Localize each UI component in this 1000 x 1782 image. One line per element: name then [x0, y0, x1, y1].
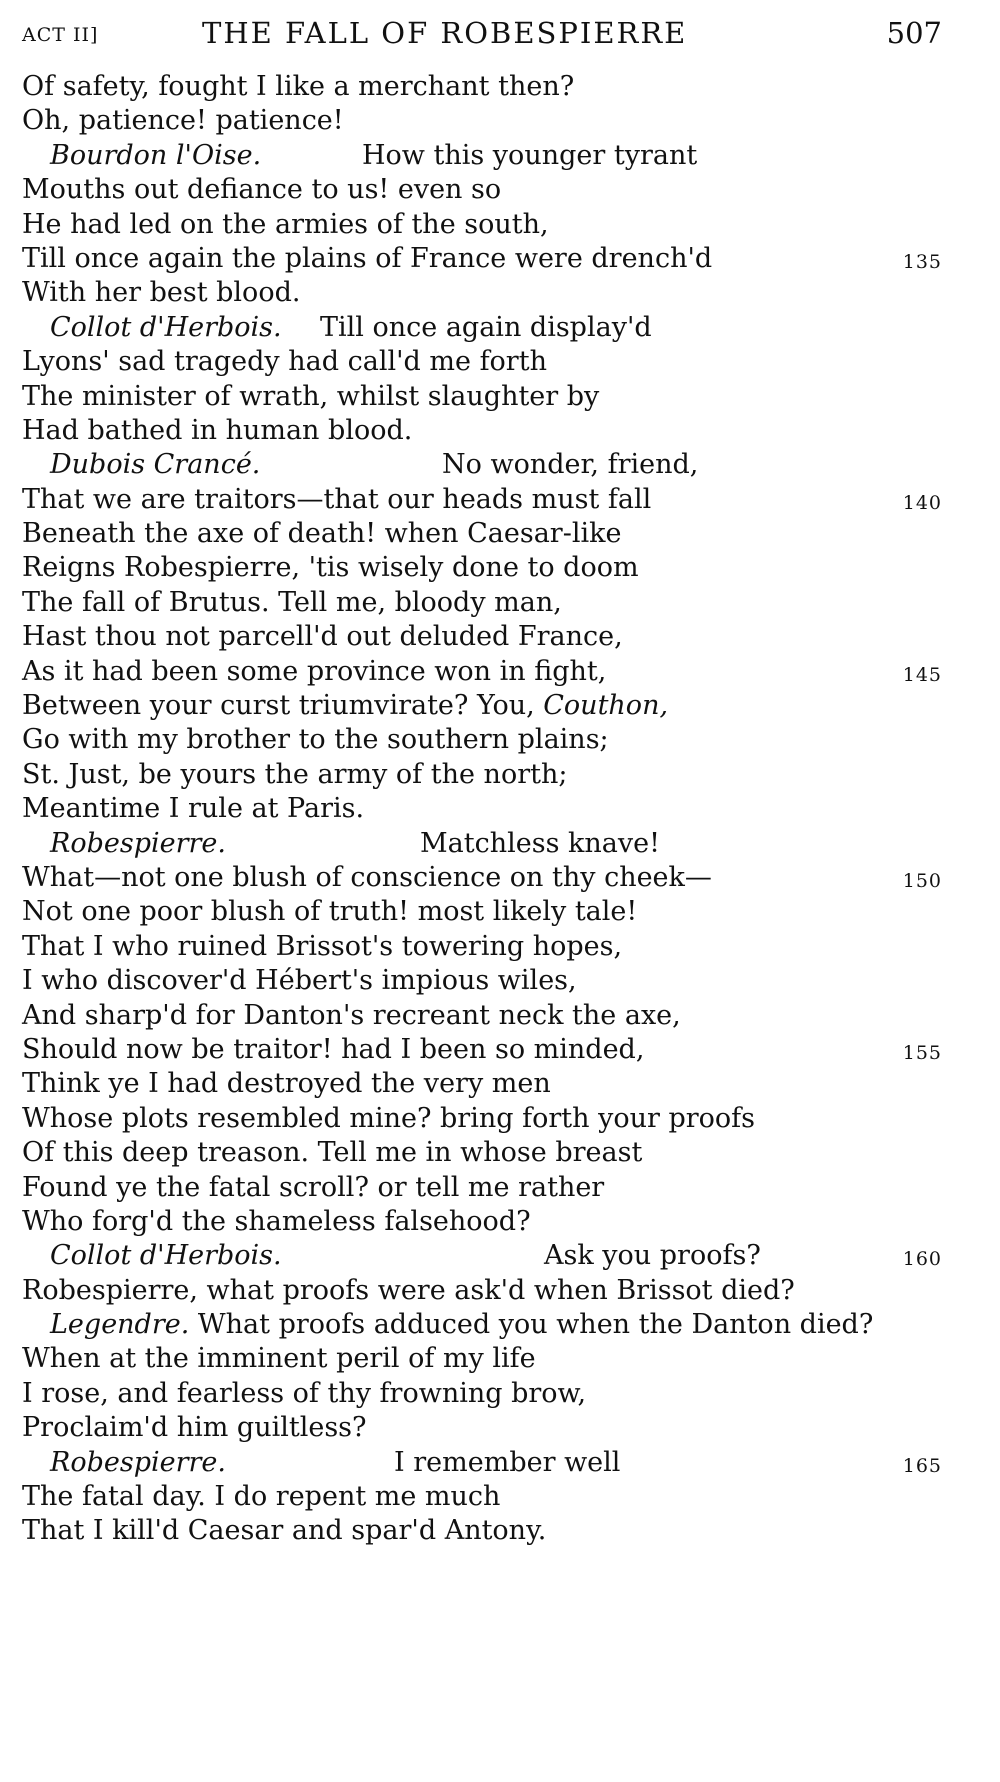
- line-text: Found ye the fatal scroll? or tell me rather: [22, 1171, 605, 1203]
- line-number: 135: [902, 250, 942, 273]
- line-text: When at the imminent peril of my life: [22, 1343, 536, 1375]
- verse-line: [22, 1102, 942, 1136]
- verse-line: [22, 1308, 942, 1342]
- line-text: I rose, and fearless of thy frowning brow,: [22, 1377, 587, 1409]
- verse-line: [22, 999, 942, 1033]
- line-text: Beneath the axe of death! when Caesar-like: [22, 518, 622, 550]
- line-text: Till once again the plains of France were drench'd: [22, 242, 713, 274]
- verse-line: [22, 1411, 942, 1445]
- line-text: That we are traitors—that our heads must fall: [22, 483, 652, 515]
- line-text: The fall of Brutus. Tell me, bloody man,: [22, 586, 562, 618]
- line-text: Meantime I rule at Paris.: [22, 793, 365, 825]
- line-text: Proclaim'd him guiltless?: [22, 1412, 367, 1444]
- line-text: I who discover'd Hébert's impious wiles,: [22, 965, 577, 997]
- speaker-name: Collot d'Herbois.: [50, 1240, 282, 1272]
- verse-line: [22, 70, 942, 104]
- verse-line: [22, 1514, 942, 1548]
- line-text: Hast thou not parcell'd out deluded France,: [22, 621, 623, 653]
- verse-line: [22, 551, 942, 585]
- verse-line: [22, 895, 942, 929]
- verse-line: [22, 620, 942, 654]
- verse-line: [22, 964, 942, 998]
- line-number: 150: [902, 869, 942, 892]
- verse-line: [22, 586, 942, 620]
- verse-line: [22, 1205, 942, 1239]
- speaker-name: Dubois Crancé.: [50, 449, 261, 481]
- line-text: The fatal day. I do repent me much: [22, 1481, 501, 1513]
- verse-line: [22, 1446, 942, 1480]
- verse-line: [22, 792, 942, 826]
- verse-line: [22, 1136, 942, 1170]
- line-text: Think ye I had destroyed the very men: [22, 1068, 551, 1100]
- verse-line: [22, 1377, 942, 1411]
- line-text: That I kill'd Caesar and spar'd Antony.: [22, 1515, 547, 1547]
- italic-name: Couthon,: [543, 690, 669, 722]
- verse-text: [22, 70, 942, 1549]
- line-text: And sharp'd for Danton's recreant neck the axe,: [22, 999, 681, 1031]
- verse-line: [22, 723, 942, 757]
- verse-line: [22, 139, 942, 173]
- line-text: Lyons' sad tragedy had call'd me forth: [22, 346, 547, 378]
- verse-line: [22, 345, 942, 379]
- verse-line: [22, 414, 942, 448]
- verse-line: [22, 827, 942, 861]
- line-number: 160: [902, 1248, 942, 1271]
- verse-line: [22, 1171, 942, 1205]
- line-text: Should now be traitor! had I been so minded,: [22, 1033, 645, 1065]
- speech-text: Ask you proofs?: [544, 1240, 761, 1272]
- verse-line: [22, 930, 942, 964]
- verse-line: [22, 861, 942, 895]
- verse-line: [22, 1480, 942, 1514]
- verse-line: [22, 1274, 942, 1308]
- speaker-name: Bourdon l'Oise.: [50, 139, 262, 171]
- line-text: With her best blood.: [22, 277, 301, 309]
- verse-line: [22, 104, 942, 138]
- verse-line: [22, 689, 942, 723]
- act-label: ACT II]: [22, 24, 99, 46]
- verse-line: [22, 758, 942, 792]
- speaker-name: Robespierre.: [50, 1446, 226, 1478]
- line-text: Go with my brother to the southern plains;: [22, 724, 609, 756]
- line-text: That I who ruined Brissot's towering hopes,: [22, 930, 623, 962]
- line-text: Mouths out defiance to us! even so: [22, 174, 502, 206]
- speech-text: I remember well: [394, 1446, 621, 1478]
- line-text: What—not one blush of conscience on thy cheek—: [22, 861, 712, 893]
- running-title: THE FALL OF ROBESPIERRE: [202, 16, 688, 50]
- verse-line: [22, 1239, 942, 1273]
- line-number: 145: [902, 663, 942, 686]
- line-text: Had bathed in human blood.: [22, 414, 413, 446]
- speaker-name: Collot d'Herbois.: [50, 311, 282, 343]
- verse-line: [22, 276, 942, 310]
- line-text: Robespierre, what proofs were ask'd when Brissot died?: [22, 1274, 795, 1306]
- speech-text: How this younger tyrant: [362, 139, 698, 171]
- speaker-name: Legendre.: [50, 1309, 190, 1341]
- verse-line: [22, 208, 942, 242]
- verse-line: [22, 242, 942, 276]
- line-text: He had led on the armies of the south,: [22, 208, 549, 240]
- line-number: 155: [902, 1041, 942, 1064]
- verse-line: [22, 655, 942, 689]
- line-text: Of this deep treason. Tell me in whose breast: [22, 1137, 643, 1169]
- line-text: Not one poor blush of truth! most likely tale!: [22, 896, 638, 928]
- verse-line: [22, 517, 942, 551]
- verse-line: [22, 1067, 942, 1101]
- line-text: Of safety, fought I like a merchant then?: [22, 71, 575, 102]
- line-text: St. Just, be yours the army of the north;: [22, 758, 568, 790]
- speaker-name: Robespierre.: [50, 827, 226, 859]
- verse-line: [22, 448, 942, 482]
- line-text: The minister of wrath, whilst slaughter by: [22, 380, 600, 412]
- verse-line: [22, 380, 942, 414]
- line-number: 140: [902, 491, 942, 514]
- speech-text: No wonder, friend,: [442, 449, 699, 481]
- line-text: As it had been some province won in fight,: [22, 655, 607, 687]
- line-text: Whose plots resembled mine? bring forth your proofs: [22, 1102, 756, 1134]
- verse-line: [22, 1033, 942, 1067]
- line-number: 165: [902, 1454, 942, 1477]
- running-header: [22, 14, 942, 54]
- verse-line: [22, 483, 942, 517]
- line-text: Who forg'd the shameless falsehood?: [22, 1205, 531, 1237]
- speech-text: Matchless knave!: [420, 827, 660, 859]
- line-text: Oh, patience! patience!: [22, 105, 344, 137]
- speech-text: Till once again display'd: [320, 311, 652, 343]
- verse-line: [22, 173, 942, 207]
- verse-line: [22, 1342, 942, 1376]
- verse-line: [22, 311, 942, 345]
- line-text: Reigns Robespierre, 'tis wisely done to doom: [22, 552, 639, 584]
- line-text: Between your curst triumvirate? You,: [22, 690, 544, 722]
- speech-text: What proofs adduced you when the Danton died?: [189, 1309, 874, 1341]
- page-number: 507: [886, 16, 942, 50]
